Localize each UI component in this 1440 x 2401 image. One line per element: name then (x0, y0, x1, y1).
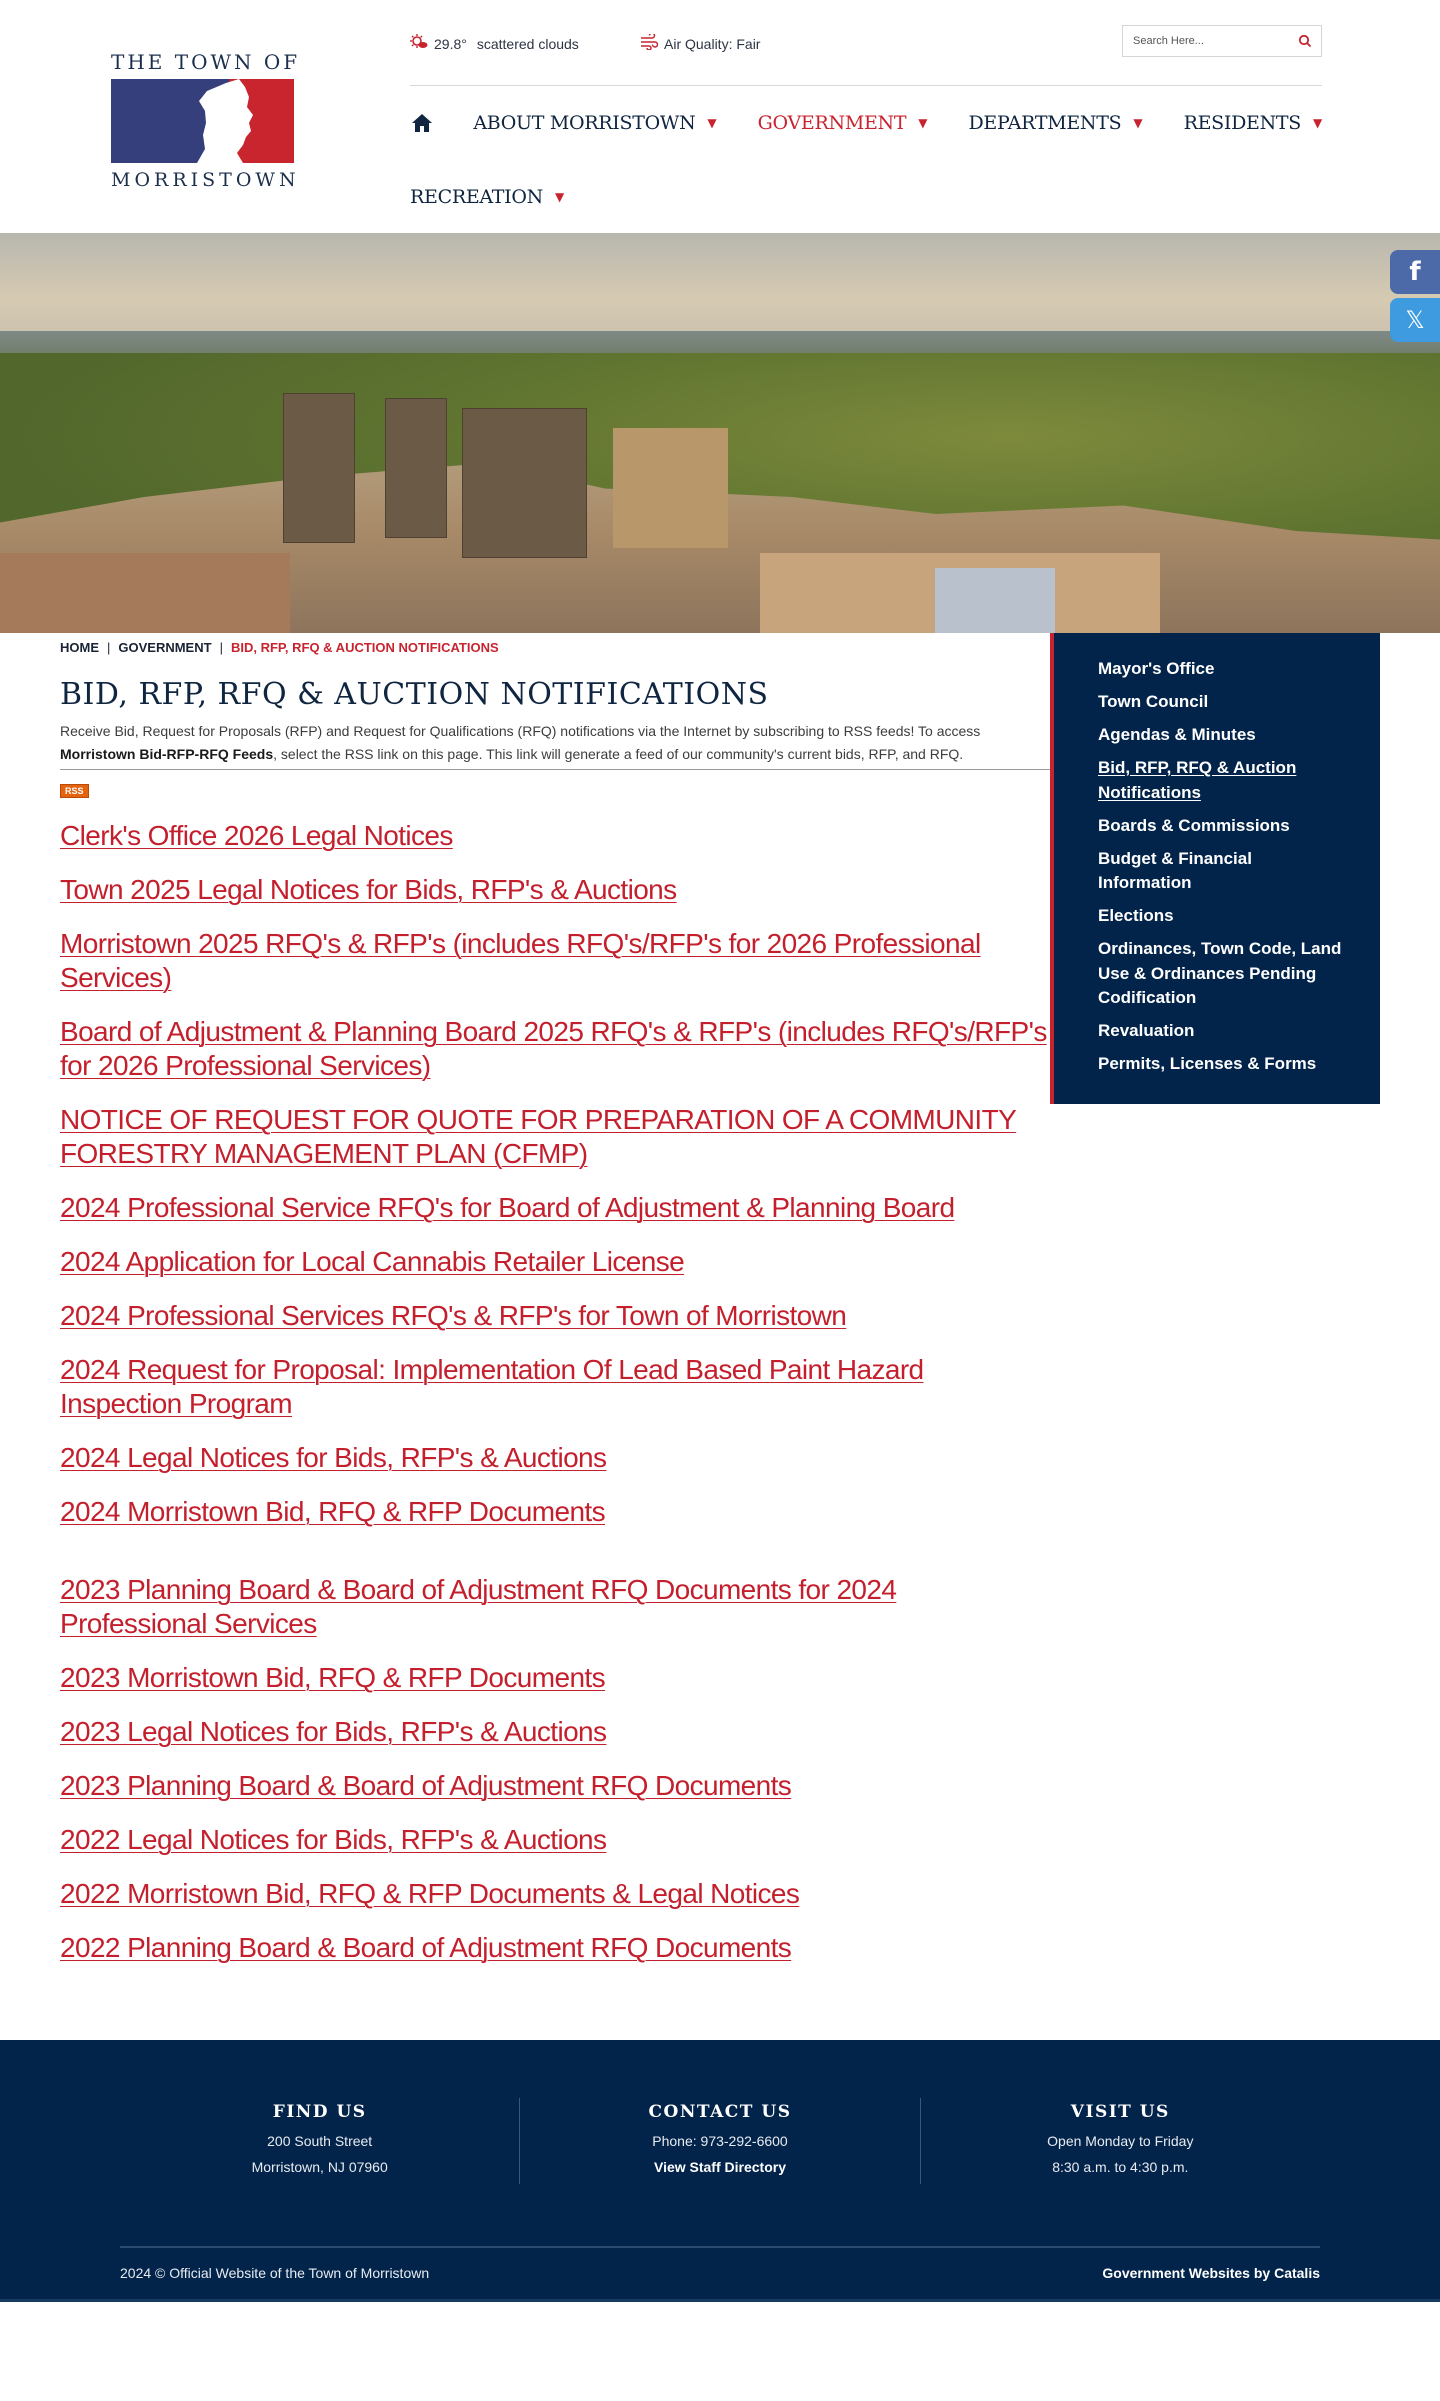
document-link-list (60, 819, 1050, 1965)
sidebar-item-boards-commissions[interactable]: Boards & Commissions (1098, 815, 1290, 835)
document-link[interactable]: 2023 Planning Board & Board of Adjustment RFQ Documents for 2024 Professional Services (60, 1574, 897, 1639)
document-link[interactable]: 2023 Legal Notices for Bids, RFP's & Auctions (60, 1716, 607, 1747)
main-content (60, 633, 1050, 1985)
page-title: BID, RFP, RFQ & AUCTION NOTIFICATIONS (60, 677, 769, 712)
nav-label: RECREATION (410, 186, 543, 208)
document-link[interactable]: NOTICE OF REQUEST FOR QUOTE FOR PREPARATION OF A COMMUNITY FORESTRY MANAGEMENT PLAN (CFMP) (60, 1104, 1017, 1169)
caret-down-icon: ▼ (554, 190, 564, 204)
weather-widget (410, 34, 579, 53)
document-link[interactable]: Town 2025 Legal Notices for Bids, RFP's & Auctions (60, 874, 677, 905)
hero-tower (462, 408, 587, 558)
utility-bar (410, 30, 1322, 86)
document-link[interactable]: 2024 Application for Local Cannabis Retailer License (60, 1246, 685, 1277)
facebook-icon[interactable]: f (1390, 250, 1440, 294)
document-link[interactable]: 2024 Morristown Bid, RFQ & RFP Documents (60, 1496, 606, 1527)
footer-visit-us (920, 2098, 1320, 2184)
main-nav (410, 100, 1322, 220)
breadcrumb-government[interactable]: GOVERNMENT (118, 639, 212, 655)
search-box[interactable] (1122, 25, 1322, 57)
nav-label: RESIDENTS (1183, 112, 1302, 134)
footer-credit-link[interactable]: Government Websites by Catalis (1102, 2265, 1320, 2281)
home-icon[interactable] (410, 111, 434, 135)
intro-text (60, 720, 1050, 766)
hero-tower (283, 393, 355, 543)
logo-bottom-text: MORRISTOWN (111, 169, 300, 191)
sun-cloud-icon (410, 34, 428, 53)
sidebar-item-elections[interactable]: Elections (1098, 906, 1174, 925)
sidebar-item-permits-licenses[interactable]: Permits, Licenses & Forms (1098, 1054, 1317, 1073)
logo-flag-silhouette-icon (111, 79, 294, 163)
document-link[interactable]: 2022 Morristown Bid, RFQ & RFP Documents & Legal Notices (60, 1878, 800, 1909)
wind-icon (640, 34, 658, 53)
logo-top-text: THE TOWN OF (111, 50, 301, 74)
social-share-bar (1390, 250, 1440, 346)
caret-down-icon: ▼ (1313, 116, 1322, 130)
footer-copyright: 2024 © Official Website of the Town of Morristown (120, 2265, 430, 2281)
document-link[interactable]: Clerk's Office 2026 Legal Notices (60, 820, 453, 851)
rss-feed-button[interactable]: RSS (60, 784, 89, 798)
nav-item-departments[interactable] (969, 112, 1143, 134)
nav-item-about-morristown[interactable] (473, 112, 716, 134)
sidebar-item-bid-rfp-rfq[interactable]: Bid, RFP, RFQ & Auction Notifications (1098, 758, 1297, 802)
breadcrumb (60, 635, 1050, 659)
sidebar-item-budget-financial[interactable]: Budget & Financial Information (1098, 848, 1252, 892)
sidebar-item-mayors-office[interactable]: Mayor's Office (1098, 659, 1215, 678)
breadcrumb-home[interactable]: HOME (60, 639, 99, 655)
nav-item-recreation[interactable] (410, 186, 564, 208)
document-link[interactable]: 2024 Legal Notices for Bids, RFP's & Auctions (60, 1442, 607, 1473)
nav-item-government[interactable] (758, 112, 928, 134)
air-quality-widget (640, 34, 760, 53)
caret-down-icon: ▼ (918, 116, 928, 130)
view-staff-directory-link[interactable]: View Staff Directory (653, 2159, 786, 2175)
hero-building (935, 568, 1055, 633)
footer-find-us (120, 2098, 519, 2184)
intro-part1: Receive Bid, Request for Proposals (RFP) and Request for Qualifications (RFQ) notifications via the Internet by subscribing to RSS feeds! To access (60, 723, 981, 739)
hero-building (0, 553, 290, 633)
town-logo[interactable] (111, 50, 301, 191)
hero-tower (385, 398, 447, 538)
footer-contact-us (519, 2098, 919, 2184)
footer-heading: VISIT US (1070, 2102, 1170, 2122)
document-link[interactable]: Board of Adjustment & Planning Board 2025 RFQ's & RFP's (includes RFQ's/RFP's for 2026 Professional Services) (60, 1016, 1047, 1081)
nav-label: GOVERNMENT (757, 112, 907, 134)
document-link[interactable]: 2024 Request for Proposal: Implementation Of Lead Based Paint Hazard Inspection Program (60, 1354, 924, 1419)
sidebar-item-town-council[interactable]: Town Council (1098, 692, 1209, 711)
government-sidebar-nav (1050, 633, 1380, 1104)
document-link[interactable]: 2023 Planning Board & Board of Adjustment RFQ Documents (60, 1770, 792, 1801)
hero-banner-image (0, 233, 1440, 633)
document-link[interactable]: 2022 Planning Board & Board of Adjustment RFQ Documents (60, 1932, 792, 1963)
caret-down-icon: ▼ (1133, 116, 1143, 130)
air-quality-text: Air Quality: Fair (664, 35, 761, 52)
footer-address-line2: Morristown, NJ 07960 (251, 2159, 388, 2175)
document-link[interactable]: 2024 Professional Service RFQ's for Board of Adjustment & Planning Board (60, 1192, 955, 1223)
weather-temperature: 29.8° (434, 35, 467, 52)
footer-address-line1: 200 South Street (267, 2133, 373, 2149)
intro-bold: Morristown Bid-RFP-RFQ Feeds (60, 746, 274, 762)
document-link[interactable]: Morristown 2025 RFQ's & RFP's (includes RFQ's/RFP's for 2026 Professional Services) (60, 928, 981, 993)
nav-item-residents[interactable] (1184, 112, 1322, 134)
footer-hours-times: 8:30 a.m. to 4:30 p.m. (1052, 2159, 1189, 2175)
site-header (0, 0, 1440, 233)
search-input[interactable] (1123, 35, 1283, 47)
sidebar-item-agendas-minutes[interactable]: Agendas & Minutes (1098, 725, 1256, 744)
breadcrumb-current: BID, RFP, RFQ & AUCTION NOTIFICATIONS (230, 639, 499, 655)
divider (60, 769, 1050, 770)
document-link[interactable]: 2023 Morristown Bid, RFQ & RFP Documents (60, 1662, 606, 1693)
caret-down-icon: ▼ (707, 116, 717, 130)
nav-label: ABOUT MORRISTOWN (473, 112, 696, 134)
weather-condition: scattered clouds (476, 35, 579, 52)
site-footer (0, 2040, 1440, 2302)
footer-heading: FIND US (272, 2102, 367, 2122)
document-link[interactable]: 2022 Legal Notices for Bids, RFP's & Auctions (60, 1824, 607, 1855)
intro-part2: , select the RSS link on this page. This link will generate a feed of our community's current bids, RFP, and RFQ. (273, 746, 964, 762)
document-link[interactable]: 2024 Professional Services RFQ's & RFP's for Town of Morristown (60, 1300, 847, 1331)
footer-heading: CONTACT US (648, 2102, 792, 2122)
footer-divider (120, 2246, 1320, 2248)
breadcrumb-separator: | (219, 639, 223, 655)
breadcrumb-separator: | (107, 639, 111, 655)
hero-building (613, 428, 728, 548)
nav-label: DEPARTMENTS (968, 112, 1122, 134)
footer-hours-days: Open Monday to Friday (1047, 2133, 1194, 2149)
footer-phone[interactable]: Phone: 973-292-6600 (652, 2133, 788, 2149)
hero-sky (0, 233, 1440, 343)
search-icon[interactable] (1298, 34, 1312, 48)
sidebar-item-ordinances[interactable]: Ordinances, Town Code, Land Use & Ordinances Pending Codification (1098, 939, 1342, 1007)
x-twitter-icon[interactable]: 𝕏 (1390, 298, 1440, 342)
sidebar-item-revaluation[interactable]: Revaluation (1098, 1021, 1195, 1040)
